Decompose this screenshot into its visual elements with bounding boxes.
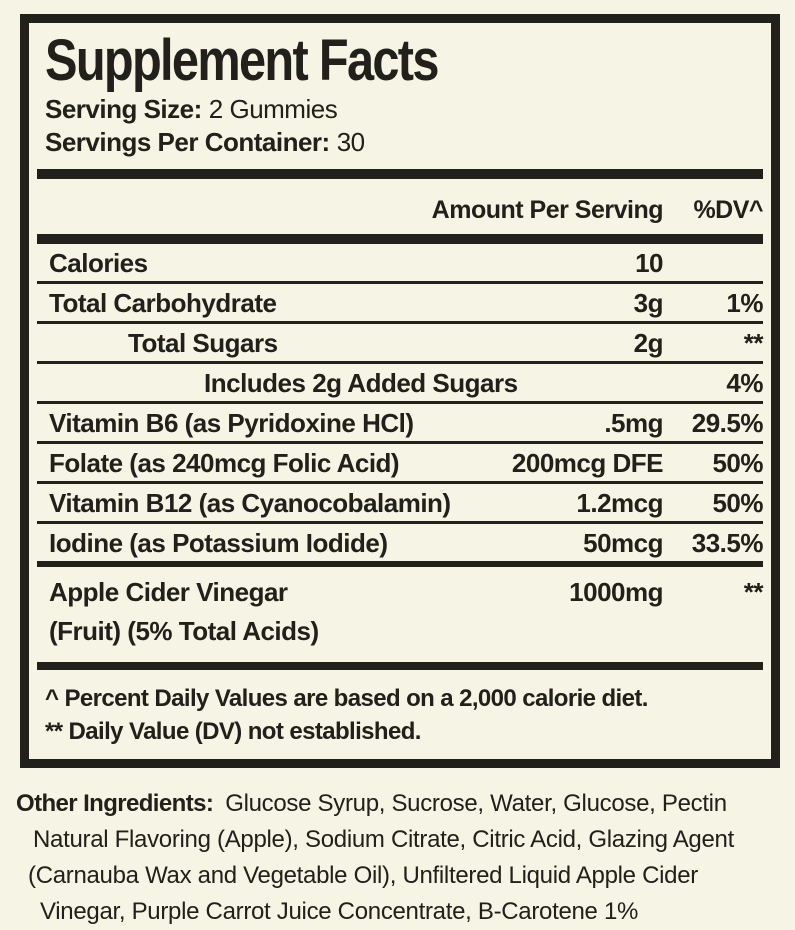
other-ingredients-label: Other Ingredients: [16,790,214,817]
table-header-row [37,179,763,234]
nutrient-dv: 29.5% [691,407,763,438]
nutrient-amount: 50mcg [583,527,663,558]
other-ingredients-line: (Carnauba Wax and Vegetable Oil), Unfiltered Liquid Apple Cider [28,862,698,889]
nutrient-amount: .5mg [604,407,663,438]
nutrient-name-line1: Apple Cider Vinegar [49,576,288,607]
nutrient-row-folate [37,444,763,484]
nutrient-amount: 200mcg DFE [511,447,663,478]
footnote-percent-dv: ^ Percent Daily Values are based on a 2,000 calorie diet. [45,684,648,712]
nutrient-dv: 33.5% [691,527,763,558]
nutrient-amount: 3g [633,287,663,318]
nutrient-row-apple-cider-vinegar [37,567,763,654]
divider-thick-header [37,234,763,244]
nutrient-name: Vitamin B12 (as Cyanocobalamin) [49,487,451,518]
nutrient-name: Includes 2g Added Sugars [204,367,518,398]
nutrient-dv: ** [743,327,763,358]
nutrient-name: Vitamin B6 (as Pyridoxine HCl) [49,407,414,438]
other-ingredients-section [16,786,788,930]
nutrient-name: Total Sugars [128,327,278,358]
nutrient-row-vitamin-b6 [37,404,763,444]
serving-size-label: Serving Size: [45,93,202,124]
header-percent-dv: %DV^ [693,195,763,224]
other-ingredients-line: Vinegar, Purple Carrot Juice Concentrate, B-Carotene 1% [40,898,639,925]
other-ingredients-line [16,786,788,822]
nutrient-dv: 1% [726,287,763,318]
divider-thick-footnotes [37,662,763,670]
nutrient-name: Calories [49,247,148,278]
nutrient-name: Iodine (as Potassium Iodide) [49,527,388,558]
nutrient-row-total-sugars [37,324,763,364]
nutrient-name: Total Carbohydrate [49,287,277,318]
header-amount-per-serving: Amount Per Serving [431,195,663,224]
nutrient-amount: 10 [635,247,663,278]
nutrient-row-total-carbohydrate [37,284,763,324]
nutrient-name-line2: (Fruit) (5% Total Acids) [49,615,319,646]
divider-thick-top [37,169,763,179]
serving-size-line [45,94,763,125]
nutrient-dv: 4% [726,367,763,398]
nutrient-name [37,573,569,651]
servings-per-container-line [45,127,763,158]
nutrient-row-calories [37,244,763,284]
nutrient-name: Folate (as 240mcg Folic Acid) [49,447,400,478]
footnotes [45,682,763,748]
other-ingredients-text: Glucose Syrup, Sucrose, Water, Glucose, Pectin [225,790,727,817]
nutrient-amount: 1000mg [569,576,663,607]
nutrient-amount: 1.2mcg [576,487,663,518]
nutrient-amount: 2g [633,327,663,358]
servings-per-container-label: Servings Per Container: [45,126,330,157]
nutrient-dv: ** [743,576,763,607]
servings-per-container-value: 30 [336,126,365,157]
serving-size-value: 2 Gummies [208,93,338,124]
footnote-dv-not-established: ** Daily Value (DV) not established. [45,717,421,745]
other-ingredients-line: Natural Flavoring (Apple), Sodium Citrate, Citric Acid, Glazing Agent [33,826,734,853]
nutrient-row-iodine [37,524,763,567]
nutrient-row-vitamin-b12 [37,484,763,524]
nutrient-dv: 50% [712,487,763,518]
nutrient-row-added-sugars [37,364,763,404]
supplement-facts-panel [20,14,780,768]
nutrient-dv: 50% [712,447,763,478]
panel-title: Supplement Facts [45,28,438,93]
